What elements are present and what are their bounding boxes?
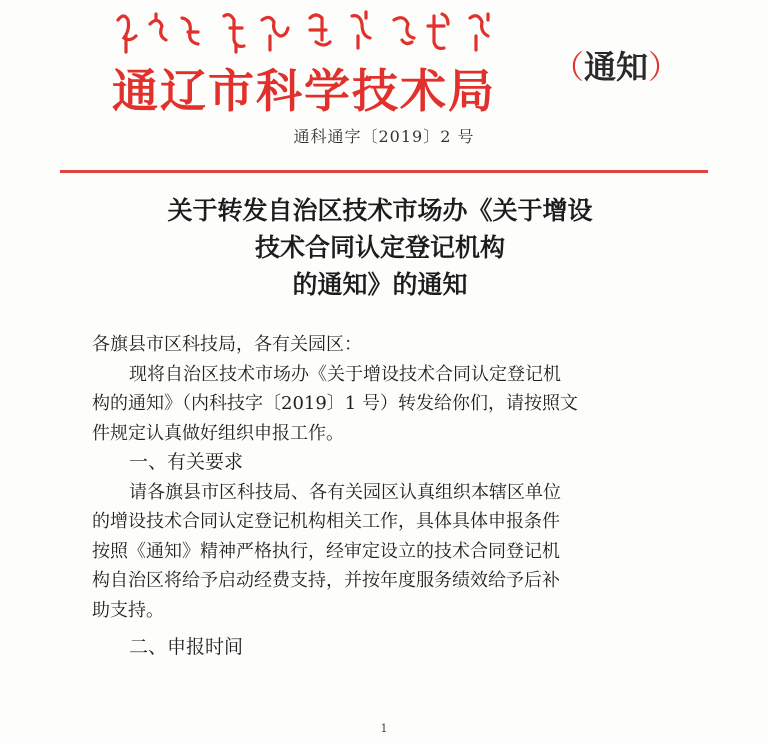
document-number: 通科通字〔2019〕2 号	[293, 127, 475, 146]
document-type-text: 通知	[584, 48, 649, 86]
title-line-2: 技术合同认定登记机构	[254, 233, 505, 262]
document-type-open-paren: （	[552, 48, 585, 86]
document-type-close-paren: ）	[648, 48, 681, 86]
document-type-label	[552, 44, 680, 90]
salutation: 各旗县市区科技局，各有关园区：	[92, 334, 362, 355]
section-1-heading: 一、有关要求	[129, 451, 244, 473]
mongolian-script-glyphs	[112, 6, 502, 58]
section-2-heading: 二、申报时间	[129, 636, 244, 658]
title-line-3: 的通知》的通知	[292, 270, 468, 299]
section-1-line-4: 构自治区将给予启动经费支持，并按年度服务绩效给予后补	[92, 570, 560, 591]
red-header-divider	[60, 170, 708, 173]
title-line-1: 关于转发自治区技术市场办《关于增设	[167, 196, 593, 225]
document-title	[80, 192, 680, 303]
intro-line-2: 构的通知》（内科技字〔2019〕1 号）转发给你们，请按照文	[92, 393, 578, 414]
mongolian-script-header	[112, 6, 502, 58]
section-1-line-5: 助支持。	[92, 599, 164, 621]
document-body	[92, 330, 708, 663]
section-1-line-1: 请各旗县市区科技局、各有关园区认真组织本辖区单位	[129, 481, 561, 503]
intro-line-1: 现将自治区技术市场办《关于增设技术合同认定登记机	[129, 363, 561, 385]
section-spacer	[92, 625, 708, 633]
organization-name: 通辽市科学技术局	[112, 64, 496, 118]
section-1-line-3: 按照《通知》精神严格执行，经审定设立的技术合同登记机	[92, 540, 560, 562]
intro-line-3: 件规定认真做好组织申报工作。	[92, 422, 344, 444]
section-1-line-2: 的增设技术合同认定登记机构相关工作，具体具体申报条件	[92, 511, 560, 532]
page-number: 1	[380, 722, 388, 735]
